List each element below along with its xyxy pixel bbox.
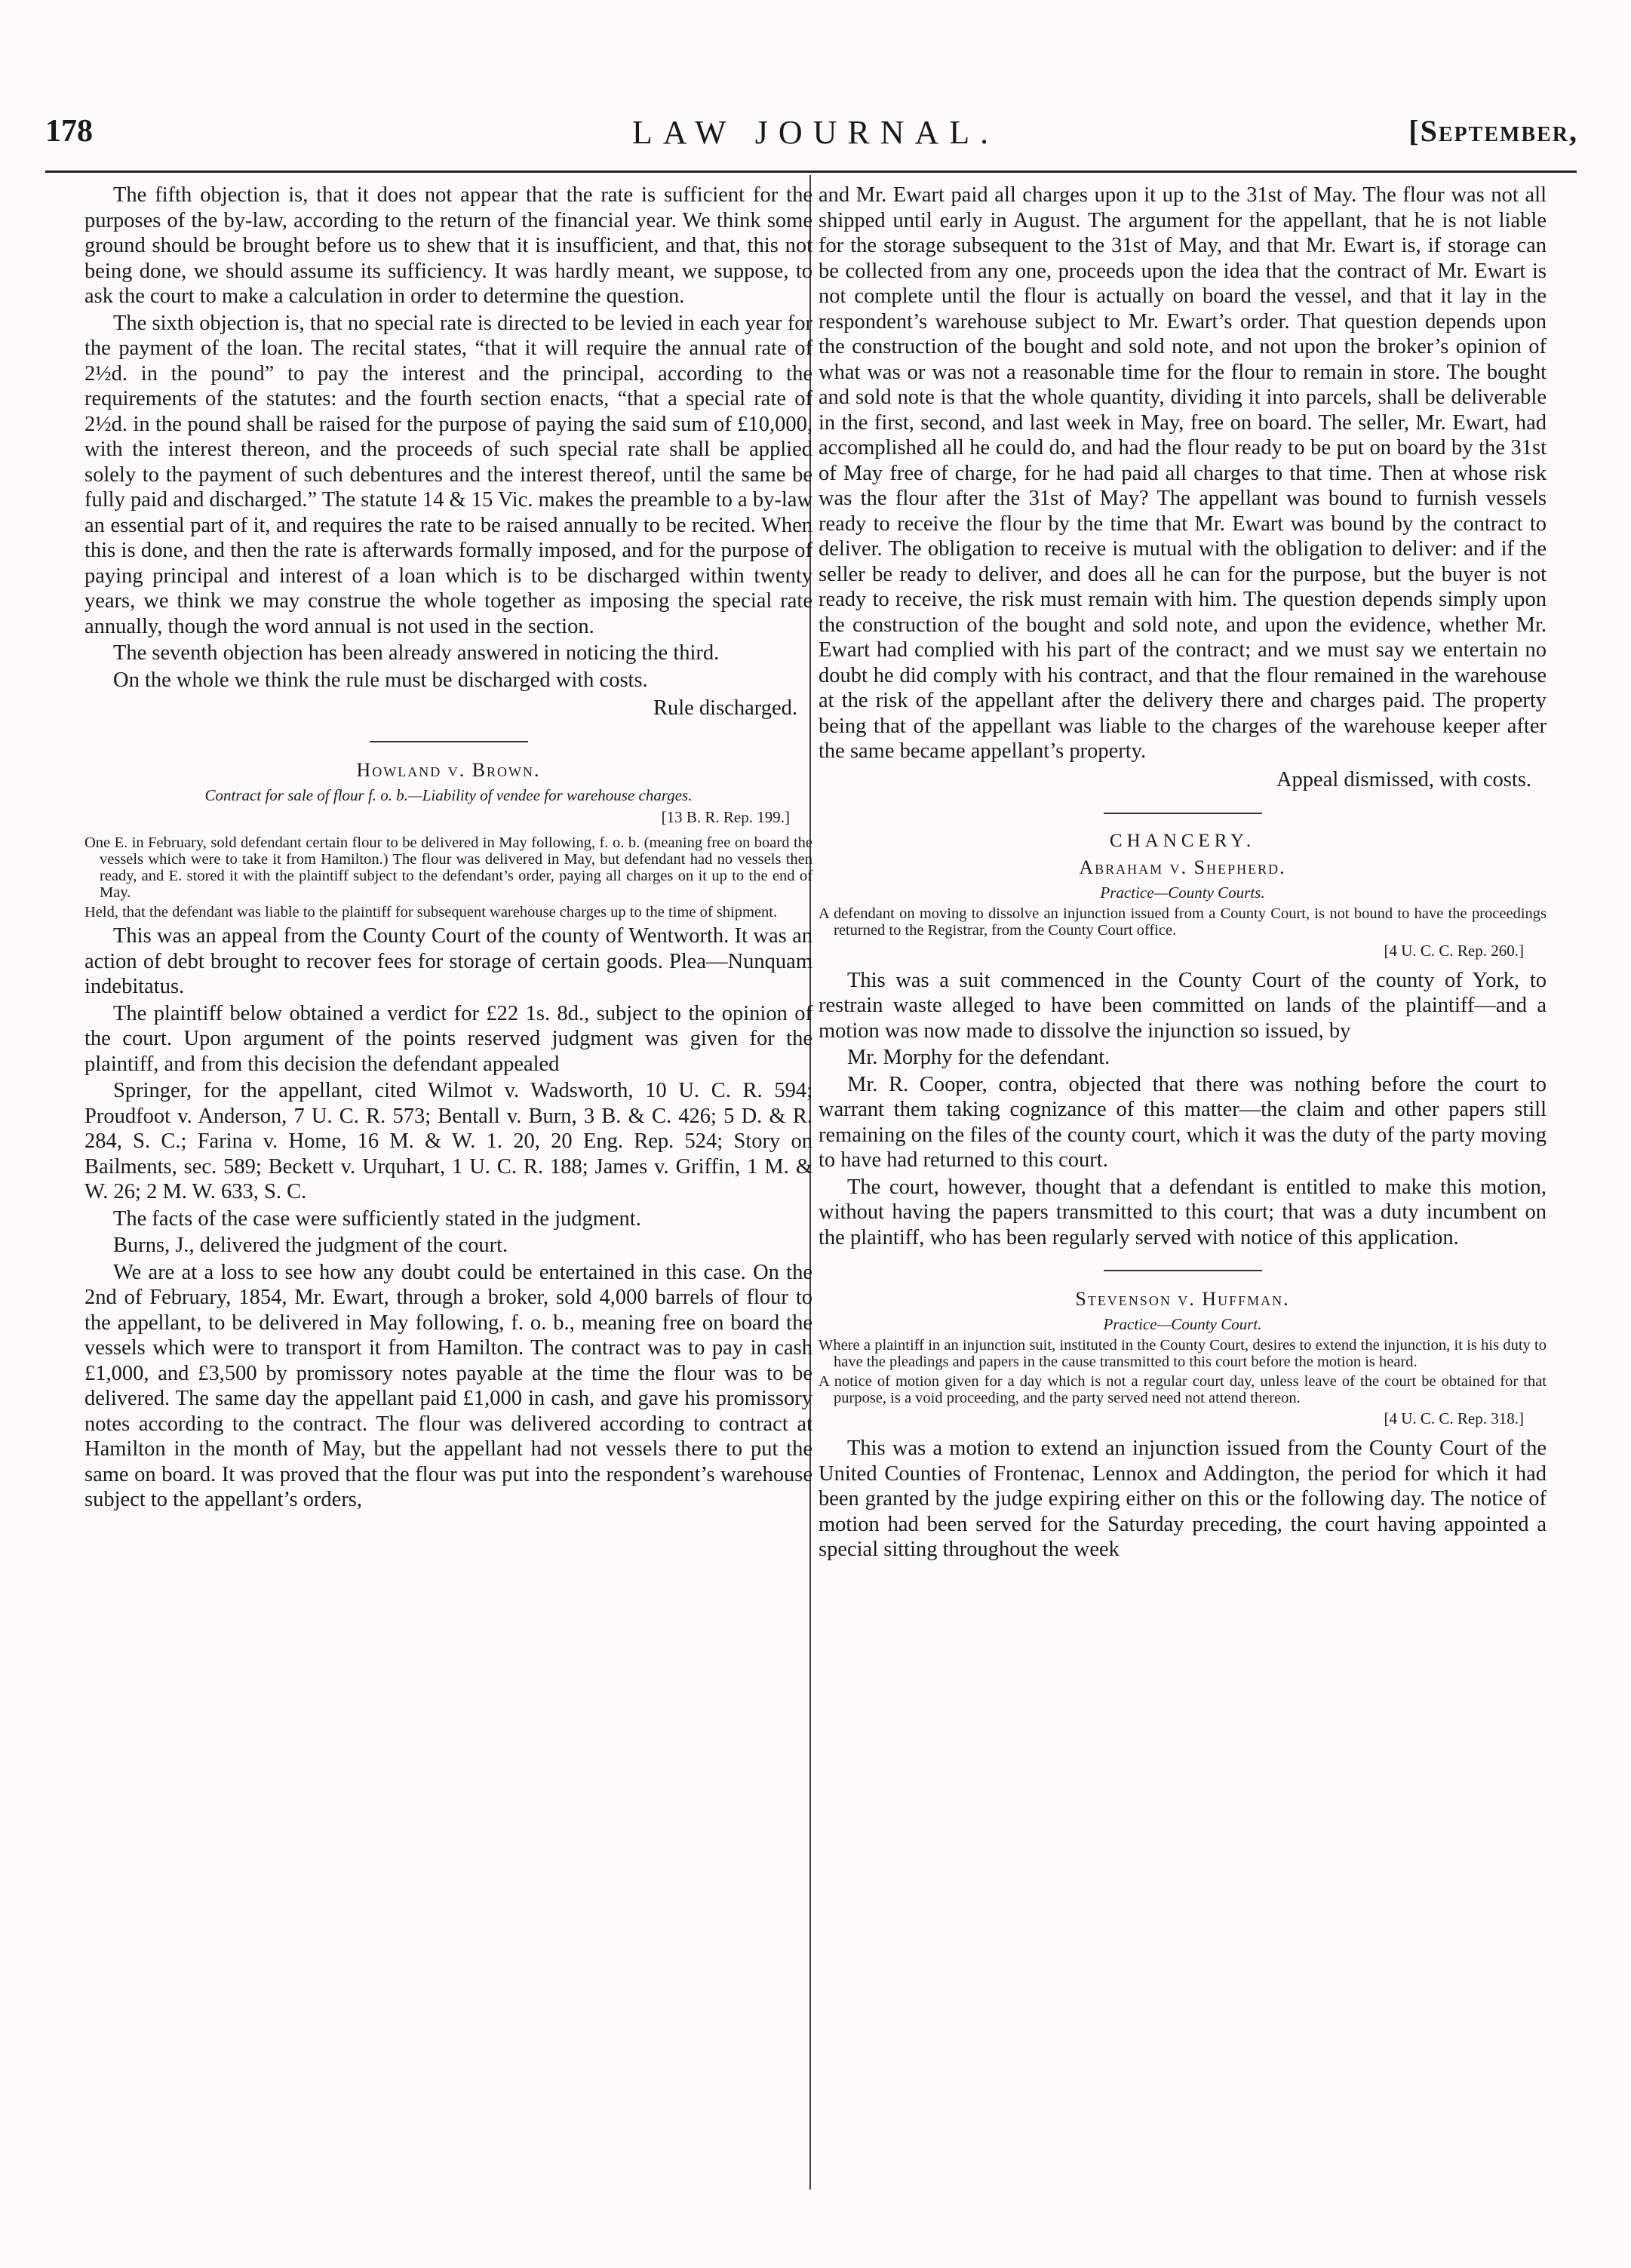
page-header <box>0 113 1631 158</box>
paragraph: The plaintiff below obtained a verdict for £22 1s. 8d., subject to the opinion of the court. Upon argument of the points reserved judgment was given for the plaintiff, and from this decision the defendant appealed <box>84 1001 812 1076</box>
paragraph: This was a suit commenced in the County Court of the county of York, to restrain waste alleged to have been committed on lands of the plaintiff—and a motion was now made to dissolve the injunction so issued, by <box>819 968 1547 1043</box>
case-subtitle: Practice—County Courts. <box>1100 883 1265 902</box>
headnote: One E. in February, sold defendant certain flour to be delivered in May following, f. o. b. (meaning free on board the vessels which were to take it from Hamilton.) The flour was delivered in May, but defendant had no vessels then ready, and E. stored it with the plaintiff subject to the defendant’s order, paying all charges on it up to the end of May. <box>84 834 812 901</box>
case-title: Stevenson v. Huffman. <box>1075 1288 1290 1310</box>
paragraph: The facts of the case were sufficiently stated in the judgment. <box>113 1206 641 1231</box>
paragraph: Mr. R. Cooper, contra, objected that there was nothing before the court to warrant them taking cognizance of this matter—the claim and other papers still remaining on the files of the county court, which it was the duty of the party moving to have had returned to this court. <box>819 1072 1547 1172</box>
left-column <box>84 183 812 2245</box>
case-subtitle: Contract for sale of flour f. o. b.—Liability of vendee for warehouse charges. <box>204 786 693 804</box>
case-citation: [13 B. R. Rep. 199.] <box>661 808 790 826</box>
case-citation: [4 U. C. C. Rep. 260.] <box>1384 941 1524 960</box>
header-rule <box>45 171 1577 173</box>
paragraph: The seventh objection has been already answered in noticing the third. <box>113 641 720 665</box>
paragraph: This was an appeal from the County Court of the county of Wentworth. It was an action of debt brought to recover fees for storage of certain goods. Plea—Nunquam indebitatus. <box>84 924 812 998</box>
paragraph: Mr. Morphy for the defendant. <box>847 1046 1110 1069</box>
case-title: Howland v. Brown. <box>356 759 541 781</box>
headnote: Held, that the defendant was liable to the plaintiff for subsequent warehouse charges up to the time of shipment. <box>84 904 778 920</box>
paragraph: and Mr. Ewart paid all charges upon it up to the 31st of May. The flour was not all shipped until early in August. The argument for the appellant, that he is not liable for the storage subsequent to the 31st of May, and that Mr. Ewart is, if storage can be collected from any one, proceeds upon the idea that the contract of Mr. Ewart is not complete until the flour is actually on board the vessel, and that it lay in the respondent’s warehouse subject to Mr. Ewart’s order. That question depends upon the construction of the bought and sold note, and not upon the broker’s opinion of what was or was not a reasonable time for the flour to remain in store. The bought and sold note is that the whole quantity, dividing it into parcels, shall be deliverable in the first, second, and last week in May, free on board. The seller, Mr. Ewart, had accomplished all he could do, and had the flour ready to be put on board by the 31st of May free of charge, for he had paid all charges to that time. Then at whose risk was the flour after the 31st of May? The appellant was bound to furnish vessels ready to receive the flour by the time that Mr. Ewart was bound by the contract to deliver. The obligation to receive is mutual with the obligation to deliver: and if the seller be ready to deliver, and does all he can for the purpose, but the buyer is not ready to receive, the risk must remain with him. The question depends simply upon the construction of the bought and sold note, and upon the evidence, whether Mr. Ewart had complied with his part of the contract; and we must say we entertain no doubt he did comply with his contract, and that the flour remained in the warehouse at the risk of the appellant after the delivery there and charges paid. The property being that of the appellant was liable to the charges of the warehouse keeper after the same became appellant’s property. <box>819 183 1547 763</box>
section-separator <box>1104 813 1262 814</box>
page-number: 178 <box>45 114 93 149</box>
paragraph: Springer, for the appellant, cited Wilmot v. Wadsworth, 10 U. C. R. 594; Proudfoot v. Anderson, 7 U. C. R. 573; Bentall v. Burn, 3 B. & C. 426; 5 D. & R. 284, S. C.; Farina v. Home, 16 M. & W. 1. 20, 20 Eng. Rep. 524; Story on Bailments, sec. 589; Beckett v. Urquhart, 1 U. C. R. 188; James v. Griffin, 1 M. & W. 26; 2 M. W. 633, S. C. <box>84 1079 812 1203</box>
right-column <box>819 183 1547 2245</box>
headnote: A notice of motion given for a day which is not a regular court day, unless leave of the court be obtained for that purpose, is a void proceeding, and the party served need not attend thereon. <box>819 1373 1547 1406</box>
rule-discharged: Rule discharged. <box>653 696 797 720</box>
headnote: A defendant on moving to dissolve an injunction issued from a County Court, is not bound to have the proceedings returned to the Registrar, from the County Court office. <box>819 905 1547 939</box>
case-subtitle: Practice—County Court. <box>1103 1315 1262 1333</box>
journal-title: LAW JOURNAL. <box>631 114 1000 151</box>
section-separator <box>370 741 528 742</box>
case-title: Abraham v. Shepherd. <box>1079 856 1286 878</box>
paragraph: This was a motion to extend an injunction issued from the County Court of the United Counties of Frontenac, Lennox and Addington, the period for which it had been granted by the judge expiring either on this or the following day. The notice of motion had been served for the Saturday preceding, the court having appointed a special sitting throughout the week <box>819 1437 1547 1561</box>
paragraph: The sixth objection is, that no special rate is directed to be levied in each year for the payment of the loan. The recital states, “that it will require the annual rate of 2½d. in the pound” to pay the interest and the principal, according to the requirements of the statutes: and the fourth section enacts, “that a special rate of 2½d. in the pound shall be raised for the purpose of paying the said sum of £10,000, with the interest thereon, and the proceeds of such special rate shall be applied solely to the payment of such debentures and the interest thereof, until the same be fully paid and discharged.” The statute 14 & 15 Vic. makes the preamble to a by-law an essential part of it, and requires the rate to be raised annually to be recited. When this is done, and then the rate is afterwards formally imposed, and for the purpose of paying principal and interest of a loan which is to be discharged within twenty years, we think we may construe the whole together as imposing the special rate annually, though the word annual is not used in the section. <box>84 311 812 638</box>
paragraph: The fifth objection is, that it does not appear that the rate is sufficient for the purposes of the by-law, according to the return of the financial year. We think some ground should be brought before us to shew that it is insufficient, and that, this not being done, we should assume its sufficiency. It was hardly meant, we suppose, to ask the court to make a calculation in order to determine the question. <box>84 183 812 308</box>
section-separator <box>1104 1270 1262 1271</box>
case-citation: [4 U. C. C. Rep. 318.] <box>1384 1409 1524 1427</box>
paragraph: Burns, J., delivered the judgment of the court. <box>113 1234 508 1257</box>
header-month: [September, <box>1408 114 1578 148</box>
paragraph: We are at a loss to see how any doubt could be entertained in this case. On the 2nd of February, 1854, Mr. Ewart, through a broker, sold 4,000 barrels of flour to the appellant, to be delivered in May following, f. o. b., meaning free on board the vessels which were to transport it from Hamilton. The contract was to pay in cash £1,000, and £3,500 by promissory notes payable at the time the flour was to be delivered. The same day the appellant paid £1,000 in cash, and gave his promissory notes according to the contract. The flour was delivered according to contract at Hamilton in the month of May, but the appellant had not vessels there to put the same on board. It was proved that the flour was put into the respondent’s warehouse subject to the appellant’s orders, <box>84 1260 812 1511</box>
paragraph: The court, however, thought that a defendant is entitled to make this motion, without having the papers transmitted to this court; that was a duty incumbent on the plaintiff, who has been regularly served with notice of this application. <box>819 1175 1547 1249</box>
appeal-dismissed: Appeal dismissed, with costs. <box>1276 767 1531 791</box>
court-heading: CHANCERY. <box>1109 830 1256 851</box>
paragraph: On the whole we think the rule must be discharged with costs. <box>113 668 648 692</box>
headnote: Where a plaintiff in an injunction suit, instituted in the County Court, desires to extend the injunction, it is his duty to have the pleadings and papers in the cause transmitted to this court before the motion is heard. <box>819 1337 1547 1370</box>
